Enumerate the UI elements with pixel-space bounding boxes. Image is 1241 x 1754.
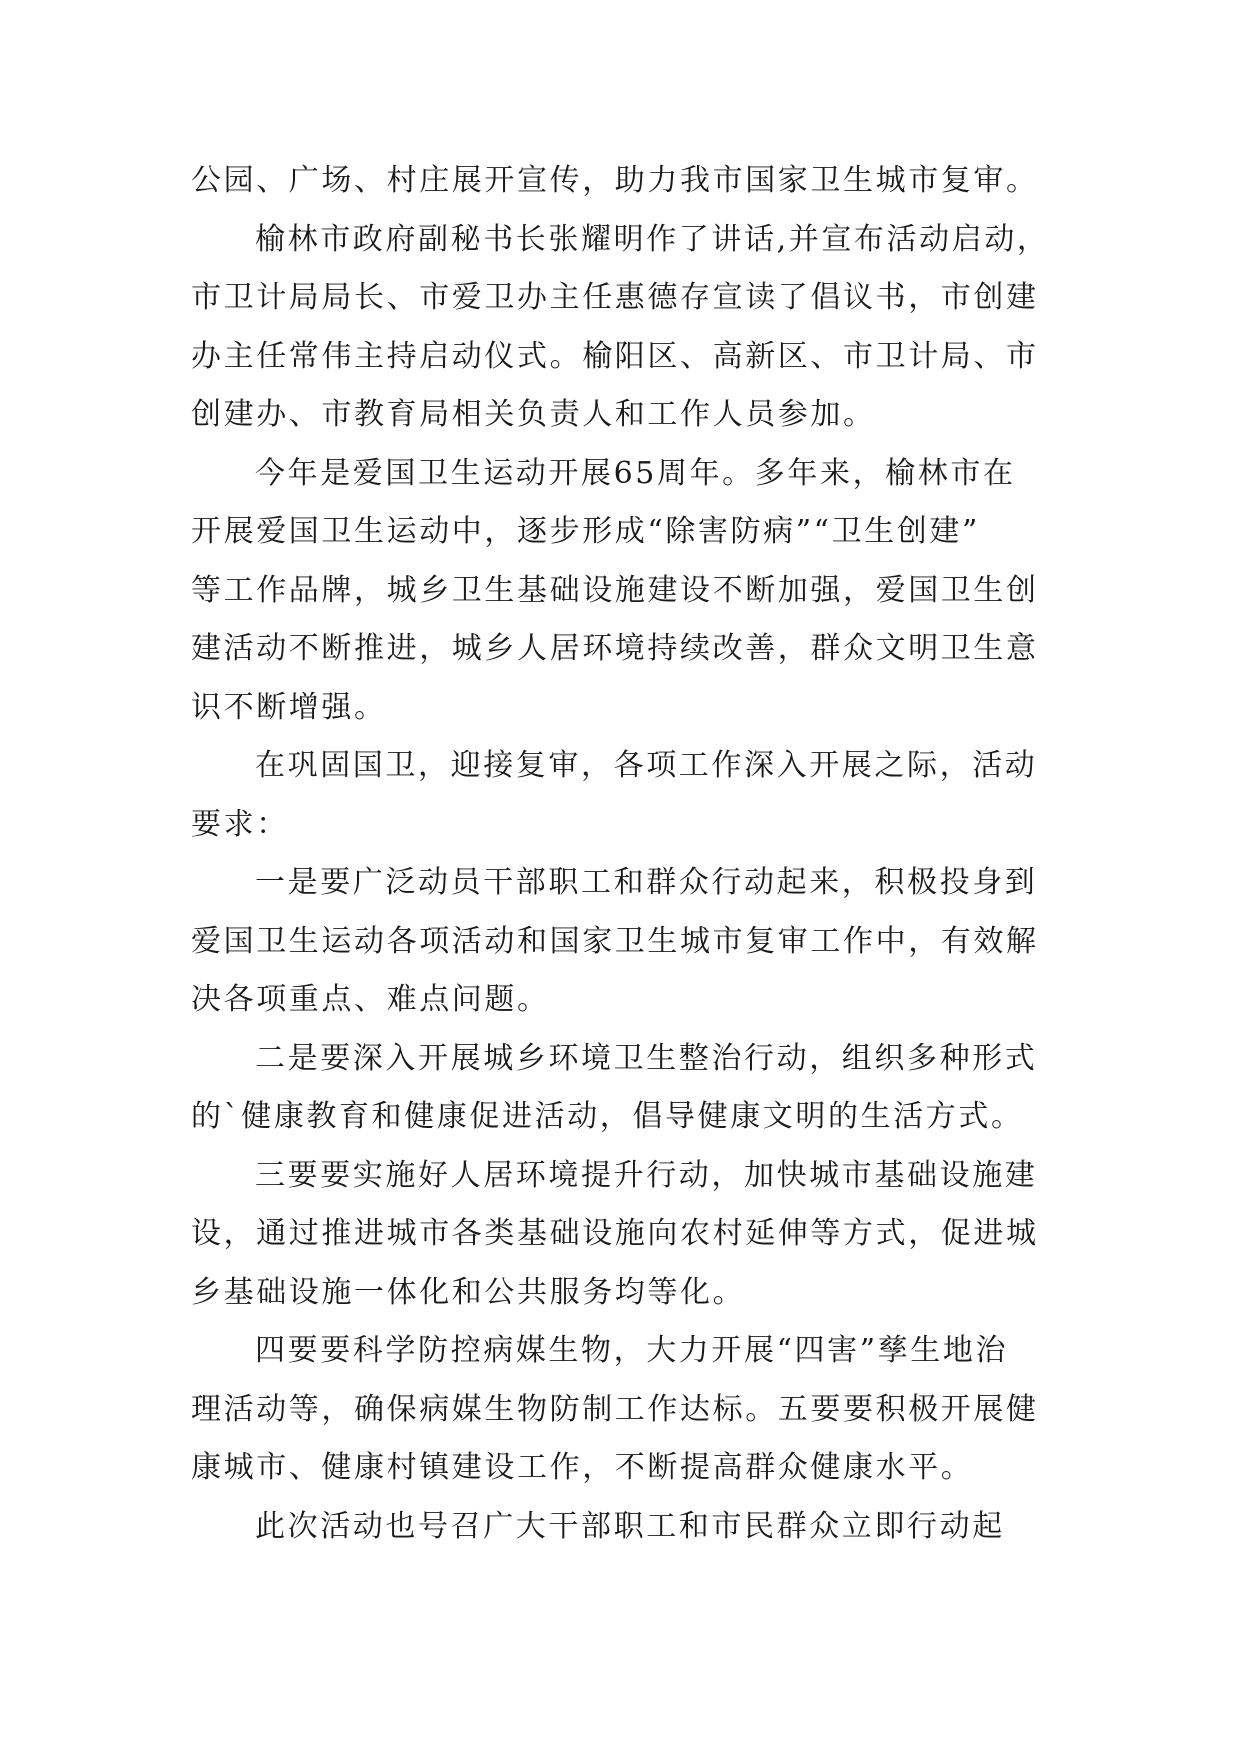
text-line: 康城市、健康村镇建设工作，不断提高群众健康水平。 — [191, 1450, 974, 1485]
text-line: 此次活动也号召广大干部职工和市民群众立即行动起 — [255, 1508, 1005, 1544]
text-line: 等工作品牌，城乡卫生基础设施建设不断加强，爱国卫生创 — [191, 572, 1039, 608]
text-line: 开展爱国卫生运动中，逐步形成“除害防病”“卫生创建” — [191, 514, 980, 549]
text-line: 在巩固国卫，迎接复审，各项工作深入开展之际，活动 — [255, 748, 1038, 783]
text-line: 识不断增强。 — [191, 689, 387, 725]
text-line: 要求： — [191, 806, 289, 842]
text-line: 公园、广场、村庄展开宣传，助力我市国家卫生城市复审。 — [191, 163, 1039, 198]
document-body — [191, 152, 1071, 1556]
text-line: 爱国卫生运动各项活动和国家卫生城市复审工作中，有效解 — [191, 923, 1039, 959]
text-line: 乡基础设施一体化和公共服务均等化。 — [191, 1274, 746, 1310]
text-line: 四要要科学防控病媒生物，大力开展“四害”孳生地治 — [255, 1333, 1009, 1368]
text-line: 理活动等，确保病媒生物防制工作达标。五要要积极开展健 — [191, 1391, 1039, 1427]
text-line: 二是要深入开展城乡环境卫生整治行动，组织多种形式 — [255, 1040, 1038, 1076]
text-line: 建活动不断推进，城乡人居环境持续改善，群众文明卫生意 — [191, 631, 1039, 666]
text-line: 创建办、市教育局相关负责人和工作人员参加。 — [191, 397, 876, 432]
text-line: 一是要广泛动员干部职工和群众行动起来，积极投身到 — [255, 865, 1038, 900]
text-line: 榆林市政府副秘书长张耀明作了讲话,并宣布活动启动， — [255, 221, 1050, 257]
text-line: 办主任常伟主持启动仪式。榆阳区、高新区、市卫计局、市 — [191, 338, 1039, 374]
text-line: 今年是爱国卫生运动开展65周年。多年来，榆林市在 — [255, 455, 1016, 491]
text-line: 设，通过推进城市各类基础设施向农村延伸等方式，促进城 — [191, 1216, 1039, 1251]
text-line: 决各项重点、难点问题。 — [191, 982, 550, 1017]
text-line: 的`健康教育和健康促进活动，倡导健康文明的生活方式。 — [191, 1099, 1024, 1134]
text-line: 市卫计局局长、市爱卫办主任惠德存宣读了倡议书，市创建 — [191, 280, 1039, 315]
text-line: 三要要实施好人居环境提升行动，加快城市基础设施建 — [255, 1157, 1038, 1193]
